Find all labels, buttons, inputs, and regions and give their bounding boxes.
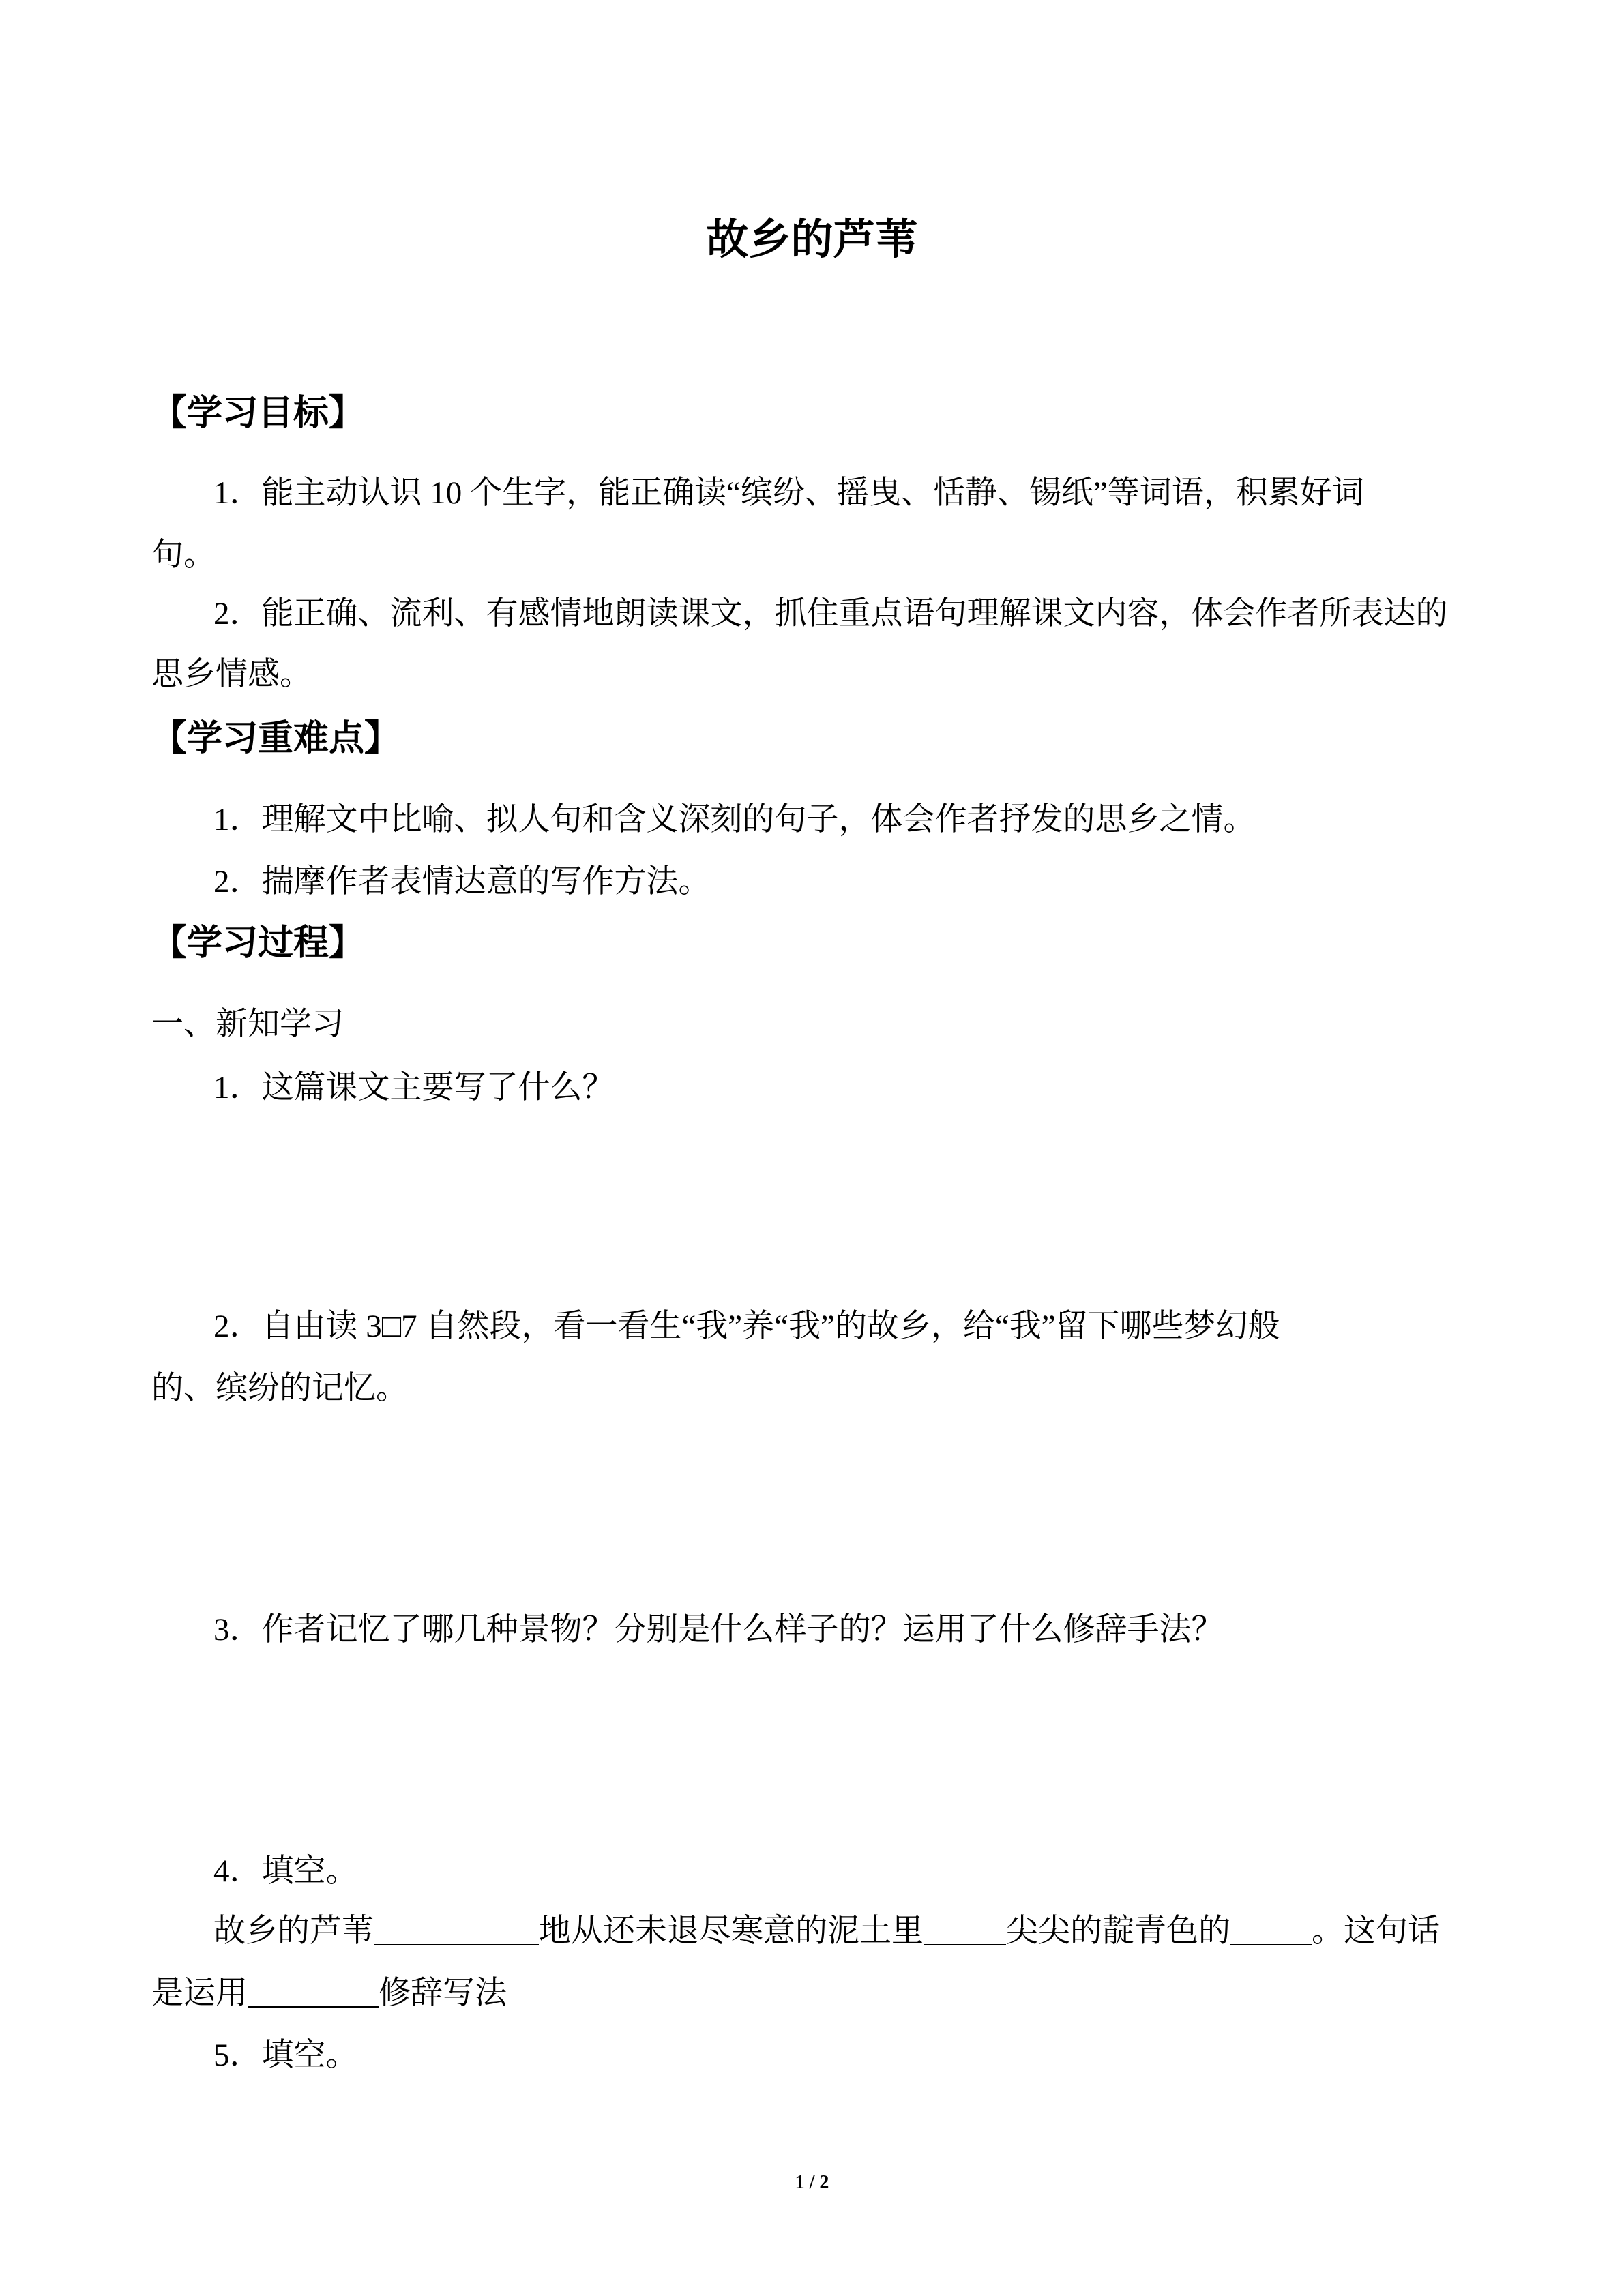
document-title: 故乡的芦苇 (706, 217, 918, 263)
section-heading-key-points: 【学习重难点】 (151, 719, 400, 758)
fill-text-segment: 。这句话 (1312, 1913, 1440, 1949)
goal-item-1-line-1: 1．能主动认识 10 个生字，能正确读“缤纷、摇曳、恬静、锡纸”等词语，积累好词 (213, 475, 1364, 511)
question-5-prompt: 5．填空。 (213, 2038, 358, 2073)
question-3: 3．作者记忆了哪几种景物？分别是什么样子的？运用了什么修辞手法？ (213, 1612, 1224, 1648)
fill-text-segment: 地从还未退尽寒意的泥土里 (539, 1913, 924, 1949)
fill-blank (374, 1915, 539, 1945)
goal-item-2-line-1: 2．能正确、流利、有感情地朗读课文，抓住重点语句理解课文内容，体会作者所表达的 (213, 596, 1448, 631)
goal-item-2-line-2: 思乡情感。 (151, 657, 312, 692)
fill-blank (1230, 1915, 1312, 1945)
section-heading-goals: 【学习目标】 (151, 394, 365, 433)
fill-text-segment: 是运用 (151, 1976, 248, 2011)
question-1: 1．这篇课文主要写了什么？ (213, 1070, 615, 1105)
question-4-fill-line-1 (213, 1900, 1440, 1962)
question-4-prompt: 4．填空。 (213, 1853, 358, 1889)
fill-text-segment: 尖尖的靛青色的 (1006, 1913, 1230, 1949)
key-point-item-2: 2．揣摩作者表情达意的写作方法。 (213, 864, 711, 899)
section-heading-process: 【学习过程】 (151, 924, 365, 963)
fill-blank (924, 1915, 1006, 1945)
fill-text-segment: 修辞写法 (379, 1976, 507, 2011)
goal-item-1-line-2: 句。 (151, 537, 216, 573)
fill-blank (248, 1978, 379, 2008)
question-2-line-1: 2．自由读 3□7 自然段，看一看生“我”养“我”的故乡，给“我”留下哪些梦幻般 (213, 1309, 1280, 1344)
fill-text-segment: 故乡的芦苇 (213, 1913, 374, 1949)
subsection-heading-new-knowledge: 一、新知学习 (151, 1007, 344, 1042)
question-4-fill-line-2 (151, 1963, 507, 2024)
key-point-item-1: 1．理解文中比喻、拟人句和含义深刻的句子，体会作者抒发的思乡之情。 (213, 802, 1256, 837)
question-2-line-2: 的、缤纷的记忆。 (151, 1371, 408, 1406)
page-number: 1 / 2 (795, 2172, 829, 2193)
